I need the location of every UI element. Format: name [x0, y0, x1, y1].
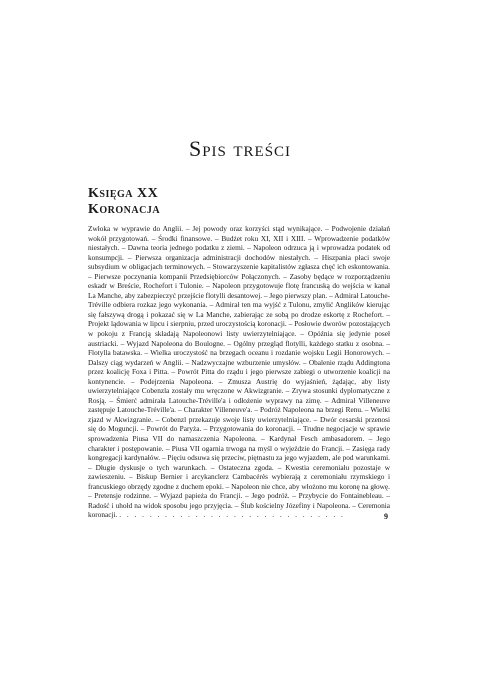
book-heading	[88, 186, 160, 218]
book-number: Księga XX	[88, 186, 159, 201]
chapter-title: Koronacja	[88, 202, 161, 217]
toc-page-number: 9	[384, 512, 388, 521]
toc-summary: Zwłoka w wyprawie do Anglii. – Jej powody oraz korzyści stąd wynikające. – Podwojenie działań wokół przygotowań. – Środki finansowe. – Budżet roku XI, XII i XIII. – Wprowadzenie podatków niestałych. – Dawna teoria jednego podatku z ziemi. – Napoleon odrzuca ją i wprowadza podatek od konsumpcji. – Pierwsza organizacja administracji dochodów niestałych. – Hiszpania płaci swoje subsydium w obligacjach terminowych. – Stowarzyszenie kapitalistów zgłasza chęć ich eskontowania. – Pierwsze poczynania kompanii Przedsiębiorców Połączonych. – Zasoby będące w rozporządzeniu eskadr w Breście, Rochefort i Tulonie. – Napoleon przygotowuje flotę francuską do wejścia w kanał La Manche, aby zabezpieczyć przejście flotylli desantowej. – Jego pierwszy plan. – Admirał Latouche-Tréville odbiera rozkaz jego wykonania. – Admirał ten ma wyjść z Tulonu, zmylić Anglików kierując się fałszywą drogą i pokazać się w La Manche, zabierając ze sobą po drodze eskortę z Rochefort. – Projekt lądowania w lipcu i sierpniu, przed uroczystością koronacji. – Posłowie dworów pozostających w pokoju z Francją składają Napoleonowi listy uwierzytelniające. – Opóźnia się jedynie poseł austriacki. – Wyjazd Napoleona do Boulogne. – Ogólny przegląd flotylli, każdego statku z osobna. – Flotylla batawska. – Wielka uroczystość na brzegach oceanu i rozdanie wojsku Legii Honorowych. – Dalszy ciąg wydarzeń w Anglii. – Nadzwyczajne wzburzenie umysłów. – Obalenie rządu Addingtona przez koalicję Foxa i Pitta. – Powrót Pitta do rządu i jego pierwsze zabiegi o utworzenie koalicji na kontynencie. – Podejrzenia Napoleona. – Zmusza Austrię do wyjaśnień, żądając, aby listy uwierzytelniające Cobenzla zostały mu wręczone w Akwizgranie. – Zrywa stosunki dyplomatyczne z Rosją. – Śmierć admirała Latouche-Tréville'a i odłożenie wyprawy na zimę. – Admirał Villeneuve zastępuje Latouche-Tréville'a. – Charakter Villeneuve'a. – Podróż Napoleona na brzegi Renu. – Wielki zjazd w Akwizgranie. – Cobenzl przekazuje swoje listy uwierzytelniające. – Dwór cesarski przenosi się do Moguncji. – Powrót do Paryża. – Przygotowania do koronacji. – Trudne negocjacje w sprawie sprowadzenia Piusa VII do namaszczenia Napoleona. – Kardynał Fesch ambasadorem. – Jego charakter i postępowanie. – Piusa VII ogarnia trwoga na myśl o wyjeździe do Francji. – Zasięga rady kongregacji kardynałów. – Pięciu odsuwa się przeciw, piętnastu za jego wyjazdem, ale pod warunkami. – Długie dyskusje o tych warunkach. – Ostateczna zgoda. – Kwestia ceremoniału pozostaje w zawieszeniu. – Biskup Bernier i arcykanclerz Cambacérès wybierają z ceremoniału rzymskiego i francuskiego obrzędy zgodne z duchem epoki. – Napoleon nie chce, aby włożono mu koronę na głowę. – Pretensje rodzinne. – Wyjazd papieża do Francji. – Jego podróż. – Przybycie do Fontainebleau. – Radość i uhołd na widok sposobu jego przyjęcia. – Ślub kościelny Józefiny i Napoleona. – Ceremonia koronacji.	[88, 224, 390, 520]
leader-dots: . . . . . . . . . . . . . . . . . . . . . . . . . . . . . .	[119, 510, 345, 520]
page-title: Spis treści	[188, 136, 292, 161]
toc-entry-text	[88, 224, 390, 520]
